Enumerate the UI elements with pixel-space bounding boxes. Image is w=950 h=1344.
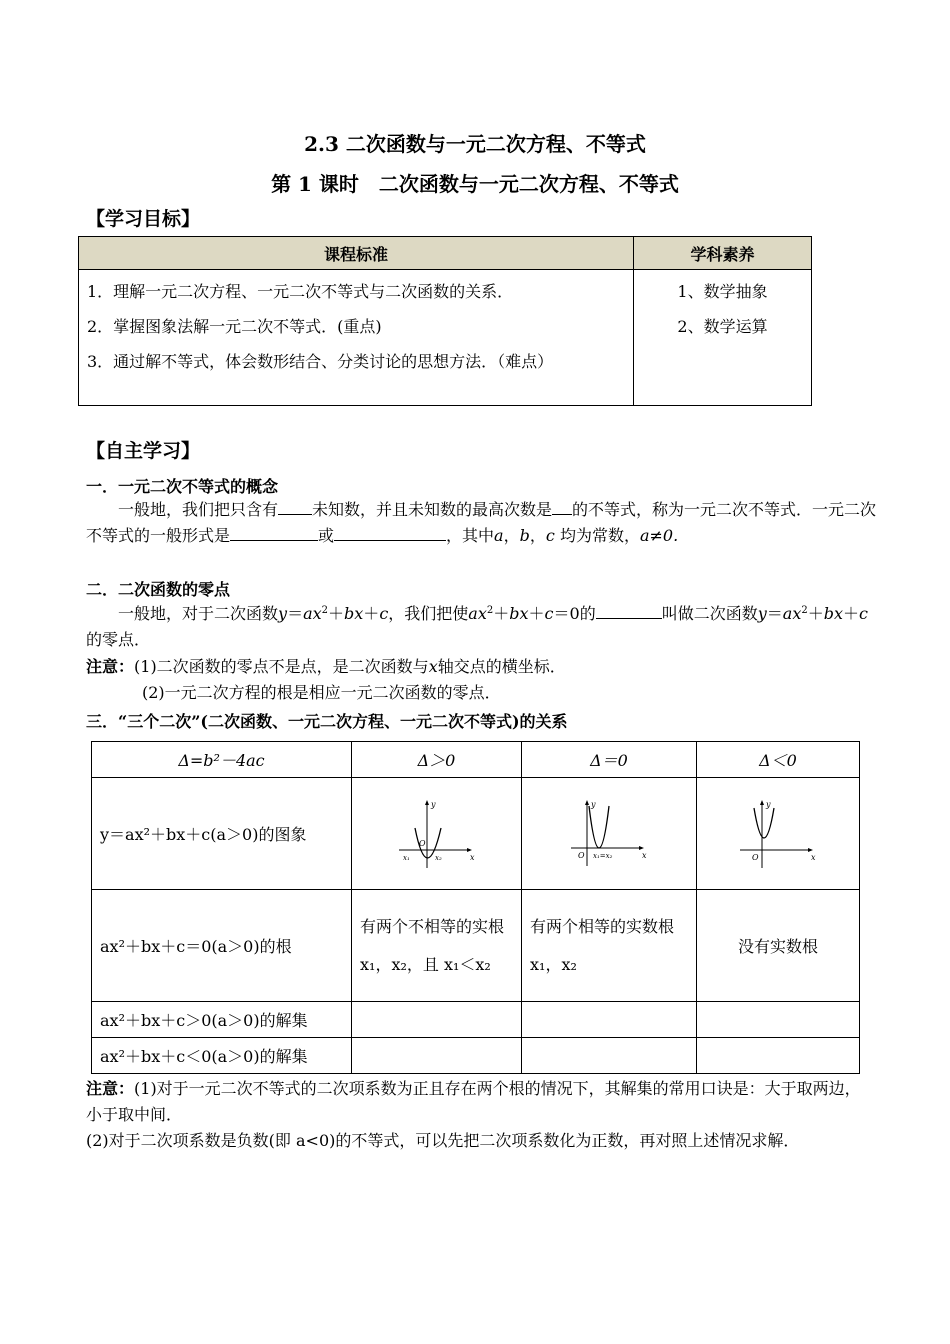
blank: [552, 499, 572, 515]
self-study-heading: 【自主学习】: [86, 440, 201, 462]
roots-none: 没有实数根: [697, 890, 860, 1002]
blank: [230, 525, 318, 541]
section1-title: 一．一元二次不等式的概念: [86, 477, 279, 496]
section2-note1: 注意：(1)二次函数的零点不是点，是二次函数与x轴交点的横坐标．: [86, 657, 566, 676]
svg-text:x₁: x₁: [402, 853, 410, 862]
blank: [596, 603, 662, 619]
gt-solution-cell: [697, 1002, 860, 1038]
literacy-cell: [634, 270, 812, 406]
header-delta-negative: Δ＜0: [697, 742, 860, 778]
roots-two-distinct: 有两个不相等的实根 x₁，x₂，且 x₁＜x₂: [352, 890, 522, 1002]
literacy-item: 2、数学运算: [677, 317, 768, 336]
header-delta-positive: Δ＞0: [352, 742, 522, 778]
svg-text:x: x: [642, 850, 647, 860]
roots-two-equal: 有两个相等的实数根 x₁，x₂: [522, 890, 697, 1002]
svg-text:O: O: [418, 838, 426, 848]
lt-solution-cell: [697, 1038, 860, 1074]
header-delta-zero: Δ＝0: [522, 742, 697, 778]
graph-two-roots: [352, 778, 522, 890]
gt-solution-cell: [522, 1002, 697, 1038]
gt-solution-cell: [352, 1002, 522, 1038]
parabola-one-root-graph: [569, 798, 649, 870]
svg-text:x₂: x₂: [434, 853, 442, 862]
relation-table: [91, 741, 860, 1074]
standard-item: 2．掌握图象法解一元二次不等式．(重点): [87, 317, 382, 336]
svg-text:y: y: [591, 799, 596, 809]
parabola-two-roots-graph: [397, 798, 477, 870]
final-note1: 注意：(1)对于一元二次不等式的二次项系数为正且存在两个根的情况下，其解集的常用口诀是：大于取两边，小于取中间．: [86, 1079, 861, 1124]
svg-text:y: y: [766, 799, 771, 809]
goals-heading: 【学习目标】: [86, 208, 201, 230]
svg-text:O: O: [578, 850, 585, 860]
svg-text:O: O: [752, 852, 759, 862]
final-note2: (2)对于二次项系数是负数(即 a<0)的不等式，可以先把二次项系数化为正数，再对照上述情况求解．: [86, 1131, 800, 1150]
header-delta: Δ=b²－4ac: [92, 742, 352, 778]
blank: [278, 499, 312, 515]
svg-text:y: y: [430, 799, 436, 809]
svg-text:x: x: [811, 852, 816, 862]
section2-note2: (2)一元二次方程的根是相应一元二次函数的零点．: [142, 683, 501, 702]
goals-col-standards: 课程标准: [79, 237, 634, 270]
standards-cell: [79, 270, 634, 406]
svg-text:x: x: [469, 852, 475, 862]
row-roots-label: ax²＋bx＋c＝0(a＞0)的根: [92, 890, 352, 1002]
goals-table: [78, 236, 812, 406]
section2-paragraph: 一般地，对于二次函数$y=ax^2+bx+c$，我们把使$ax^2+bx+c=0$的 叫做二次函数$y=ax^2+bx+c$的零点．: [86, 604, 868, 649]
graph-one-root: [522, 778, 697, 890]
row-gt-label: ax²＋bx＋c＞0(a＞0)的解集: [92, 1002, 352, 1038]
goals-col-literacy: 学科素养: [634, 237, 812, 270]
standard-item: 1．理解一元二次方程、一元二次不等式与二次函数的关系．: [87, 282, 514, 301]
parabola-no-root-graph: [738, 798, 818, 870]
section2-title: 二．二次函数的零点: [86, 580, 231, 599]
literacy-item: 1、数学抽象: [677, 282, 768, 301]
row-graph-label: y＝ax²＋bx＋c(a＞0)的图象: [92, 778, 352, 890]
doc-subtitle: 第 1 课时 二次函数与一元二次方程、不等式: [271, 172, 679, 196]
row-lt-label: ax²＋bx＋c＜0(a＞0)的解集: [92, 1038, 352, 1074]
section3-title: 三．“三个二次”(二次函数、一元二次方程、一元二次不等式)的关系: [86, 712, 568, 731]
doc-title: 2.3 二次函数与一元二次方程、不等式: [304, 132, 646, 156]
lt-solution-cell: [522, 1038, 697, 1074]
standard-item: 3．通过解不等式，体会数形结合、分类讨论的思想方法．（难点）: [87, 352, 554, 371]
svg-text:x₁=x₂: x₁=x₂: [593, 851, 613, 860]
lt-solution-cell: [352, 1038, 522, 1074]
blank: [334, 525, 446, 541]
graph-no-root: [697, 778, 860, 890]
section1-paragraph: 一般地，我们把只含有 未知数，并且未知数的最高次数是 的不等式，称为一元二次不等式．一元二次不等式的一般形式是 或 ，其中a，b，c 均为常数，a≠0.: [86, 500, 877, 545]
